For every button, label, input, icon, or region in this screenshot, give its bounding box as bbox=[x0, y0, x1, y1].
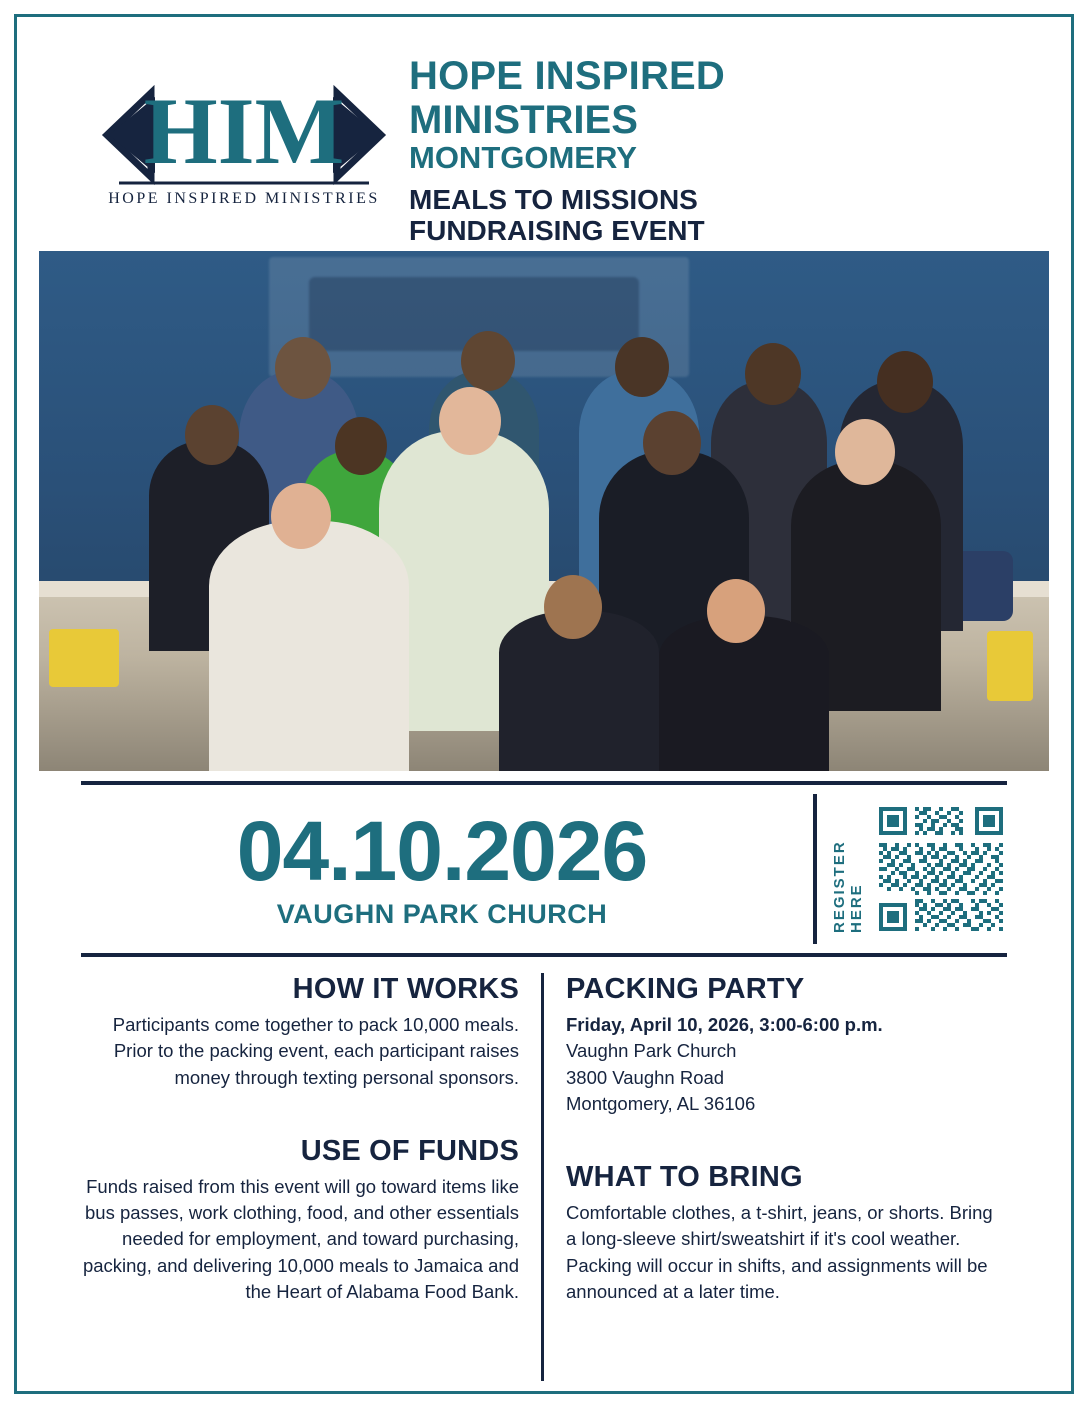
event-venue: VAUGHN PARK CHURCH bbox=[276, 898, 608, 929]
spacer bbox=[566, 1117, 1007, 1161]
photo-person bbox=[209, 521, 409, 771]
header bbox=[39, 35, 1049, 245]
date-band bbox=[81, 785, 1007, 953]
packing-party-city: Montgomery, AL 36106 bbox=[566, 1092, 756, 1114]
what-to-bring-heading: WHAT TO BRING bbox=[566, 1161, 803, 1194]
subtitle-line-2: FUNDRAISING EVENT bbox=[409, 214, 705, 246]
column-right bbox=[544, 973, 1007, 1381]
packing-party-heading: PACKING PARTY bbox=[566, 973, 805, 1005]
photo-person-head bbox=[335, 417, 387, 475]
title-line-3: MONTGOMERY bbox=[409, 140, 637, 175]
photo-person-head bbox=[185, 405, 239, 465]
how-it-works-heading: HOW IT WORKS bbox=[292, 973, 519, 1005]
date-block bbox=[81, 803, 813, 930]
register-block bbox=[813, 794, 1007, 944]
content-columns bbox=[81, 973, 1007, 1381]
photo-person-head bbox=[544, 575, 602, 639]
photo-person-head bbox=[275, 337, 331, 399]
title-line-2: MINISTRIES bbox=[409, 98, 638, 142]
qr-code-icon bbox=[875, 803, 1007, 935]
photo-person-head bbox=[439, 387, 501, 455]
what-to-bring-body: Comfortable clothes, a t-shirt, jeans, or shorts. Bring a long-sleeve shirt/sweatshirt if it's cool weather. Packing will occur in shifts, and assignments will be announced at a later time. bbox=[566, 1202, 993, 1302]
photo-person-head bbox=[461, 331, 515, 391]
packing-party-place: Vaughn Park Church bbox=[566, 1040, 737, 1062]
group-photo bbox=[39, 251, 1049, 771]
packing-party-when: Friday, April 10, 2026, 3:00-6:00 p.m. bbox=[566, 1014, 883, 1035]
use-of-funds-body: Funds raised from this event will go toward items like bus passes, work clothing, food, and other essentials needed for employment, and toward purchasing, packing, and delivering 10,000 meals to Jamaica and the Heart of Alabama Food Bank. bbox=[82, 1175, 519, 1302]
flyer-frame bbox=[14, 14, 1074, 1394]
divider-bottom bbox=[81, 953, 1007, 957]
photo-chair-yellow-right bbox=[987, 631, 1033, 701]
packing-party-street: 3800 Vaughn Road bbox=[566, 1066, 725, 1088]
register-here-label: REGISTER HERE bbox=[831, 840, 865, 933]
event-date: 04.10.2026 bbox=[236, 803, 648, 898]
him-logo-icon bbox=[89, 63, 399, 213]
photo-person-head bbox=[271, 483, 331, 549]
photo-person-head bbox=[643, 411, 701, 475]
svg-text:HOPE INSPIRED MINISTRIES: HOPE INSPIRED MINISTRIES bbox=[108, 190, 380, 207]
photo-person-head bbox=[615, 337, 669, 397]
how-it-works-body: Participants come together to pack 10,000 meals. Prior to the packing event, each participant raises money through texting personal sponsors. bbox=[112, 1014, 519, 1088]
title-block bbox=[409, 35, 1049, 246]
photo-chair-yellow-left bbox=[49, 629, 119, 687]
svg-text:HIM: HIM bbox=[143, 78, 345, 184]
photo-person-head bbox=[745, 343, 801, 405]
column-left bbox=[81, 973, 544, 1381]
title-line-1: HOPE INSPIRED bbox=[409, 54, 725, 98]
logo bbox=[39, 35, 399, 213]
spacer bbox=[81, 1091, 519, 1135]
subtitle-line-1: MEALS TO MISSIONS bbox=[409, 184, 698, 216]
photo-person-head bbox=[835, 419, 895, 485]
use-of-funds-heading: USE OF FUNDS bbox=[300, 1134, 519, 1167]
photo-person-head bbox=[877, 351, 933, 413]
qr-code[interactable] bbox=[875, 803, 1007, 935]
photo-person-head bbox=[707, 579, 765, 643]
